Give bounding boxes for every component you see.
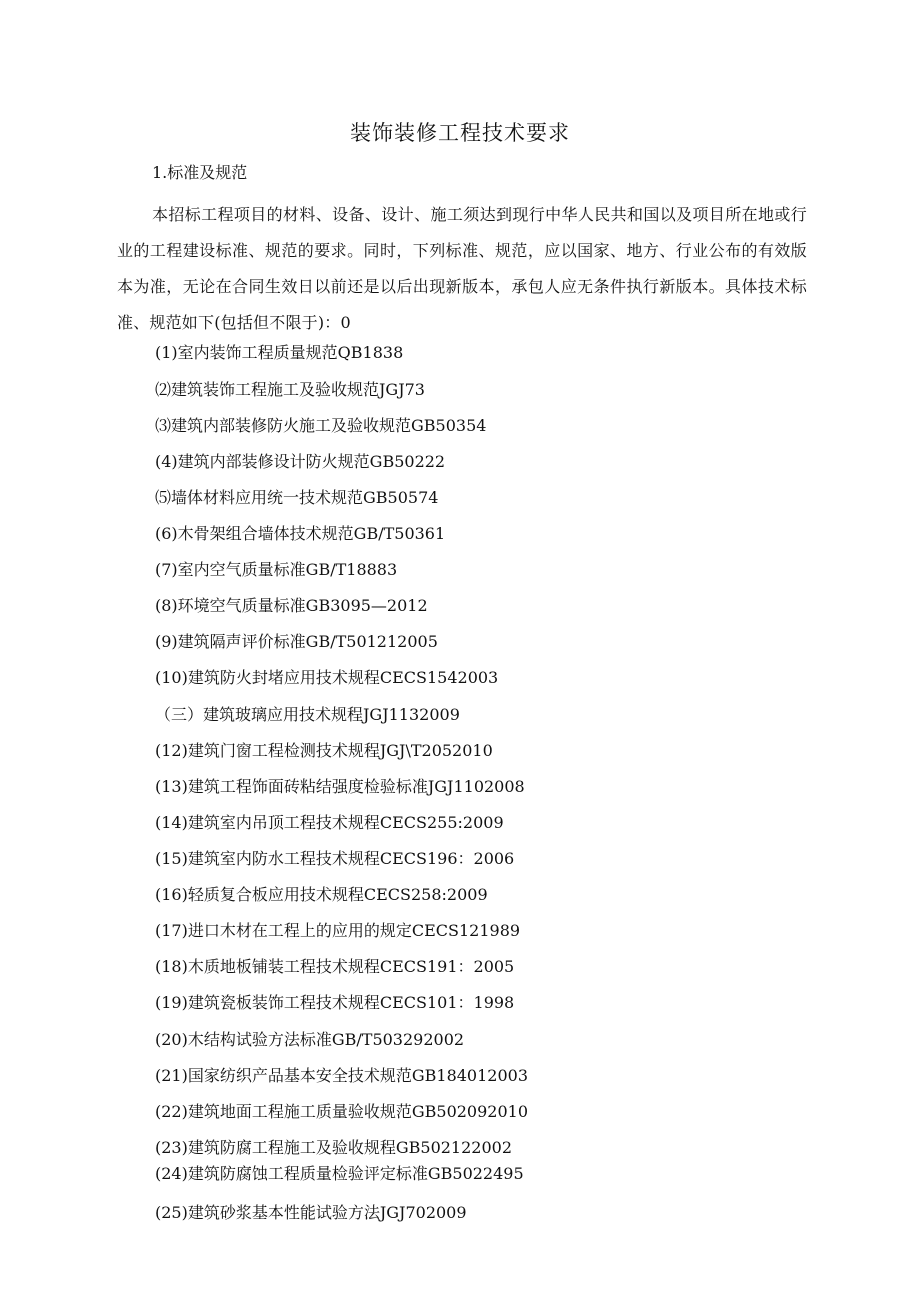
standard-item: (1)室内装饰工程质量规范QB1838 — [155, 343, 404, 362]
standard-item: ⑸墙体材料应用统一技术规范GB50574 — [155, 488, 439, 507]
standard-item: ⑵建筑装饰工程施工及验收规范JGJ73 — [155, 380, 425, 399]
standard-item: (22)建筑地面工程施工质量验收规范GB502092010 — [155, 1102, 529, 1121]
standard-item: (12)建筑门窗工程检测技术规程JGJ\T2052010 — [155, 741, 493, 760]
document-title: 装饰装修工程技术要求 — [350, 121, 570, 145]
standard-item: (8)环境空气质量标准GB3095—2012 — [155, 596, 428, 615]
standard-item: (21)国家纺织产品基本安全技术规范GB184012003 — [155, 1066, 529, 1085]
standard-item: (25)建筑砂浆基本性能试验方法JGJ702009 — [155, 1203, 467, 1222]
standard-item: （三）建筑玻璃应用技术规程JGJ1132009 — [155, 705, 460, 724]
standard-item: (16)轻质复合板应用技术规程CECS258:2009 — [155, 885, 488, 904]
intro-paragraph: 本招标工程项目的材料、设备、设计、施工须达到现行中华人民共和国以及项目所在地或行业的工程建设标准、规范的要求。同时，下列标准、规范，应以国家、地方、行业公布的有效版本为准，无论在合同生效日以前还是以后出现新版本，承包人应无条件执行新版本。具体技术标准、规范如下(包括但不限于)：0 — [117, 205, 807, 332]
standard-item: (9)建筑隔声评价标准GB/T501212005 — [155, 632, 438, 651]
standard-item: (4)建筑内部装修设计防火规范GB50222 — [155, 452, 446, 471]
standard-item: (6)木骨架组合墙体技术规范GB/T50361 — [155, 524, 446, 543]
standard-item: (20)木结构试验方法标准GB/T503292002 — [155, 1030, 465, 1049]
section-heading: 1.标准及规范 — [152, 163, 248, 182]
standard-item: (24)建筑防腐蚀工程质量检验评定标准GB5022495 — [155, 1164, 524, 1183]
standard-item: (10)建筑防火封堵应用技术规程CECS1542003 — [155, 668, 499, 687]
standard-item: (18)木质地板铺装工程技术规程CECS191：2005 — [155, 957, 515, 976]
standard-item: (17)进口木材在工程上的应用的规定CECS121989 — [155, 921, 521, 940]
standard-item: (7)室内空气质量标准GB/T18883 — [155, 560, 398, 579]
standard-item: (14)建筑室内吊顶工程技术规程CECS255:2009 — [155, 813, 504, 832]
standard-item: ⑶建筑内部装修防火施工及验收规范GB50354 — [155, 416, 487, 435]
standard-item: (23)建筑防腐工程施工及验收规程GB502122002 — [155, 1138, 513, 1157]
standard-item: (13)建筑工程饰面砖粘结强度检验标准JGJ1102008 — [155, 777, 525, 796]
standard-item: (19)建筑瓷板装饰工程技术规程CECS101：1998 — [155, 993, 515, 1012]
standard-item: (15)建筑室内防水工程技术规程CECS196：2006 — [155, 849, 515, 868]
